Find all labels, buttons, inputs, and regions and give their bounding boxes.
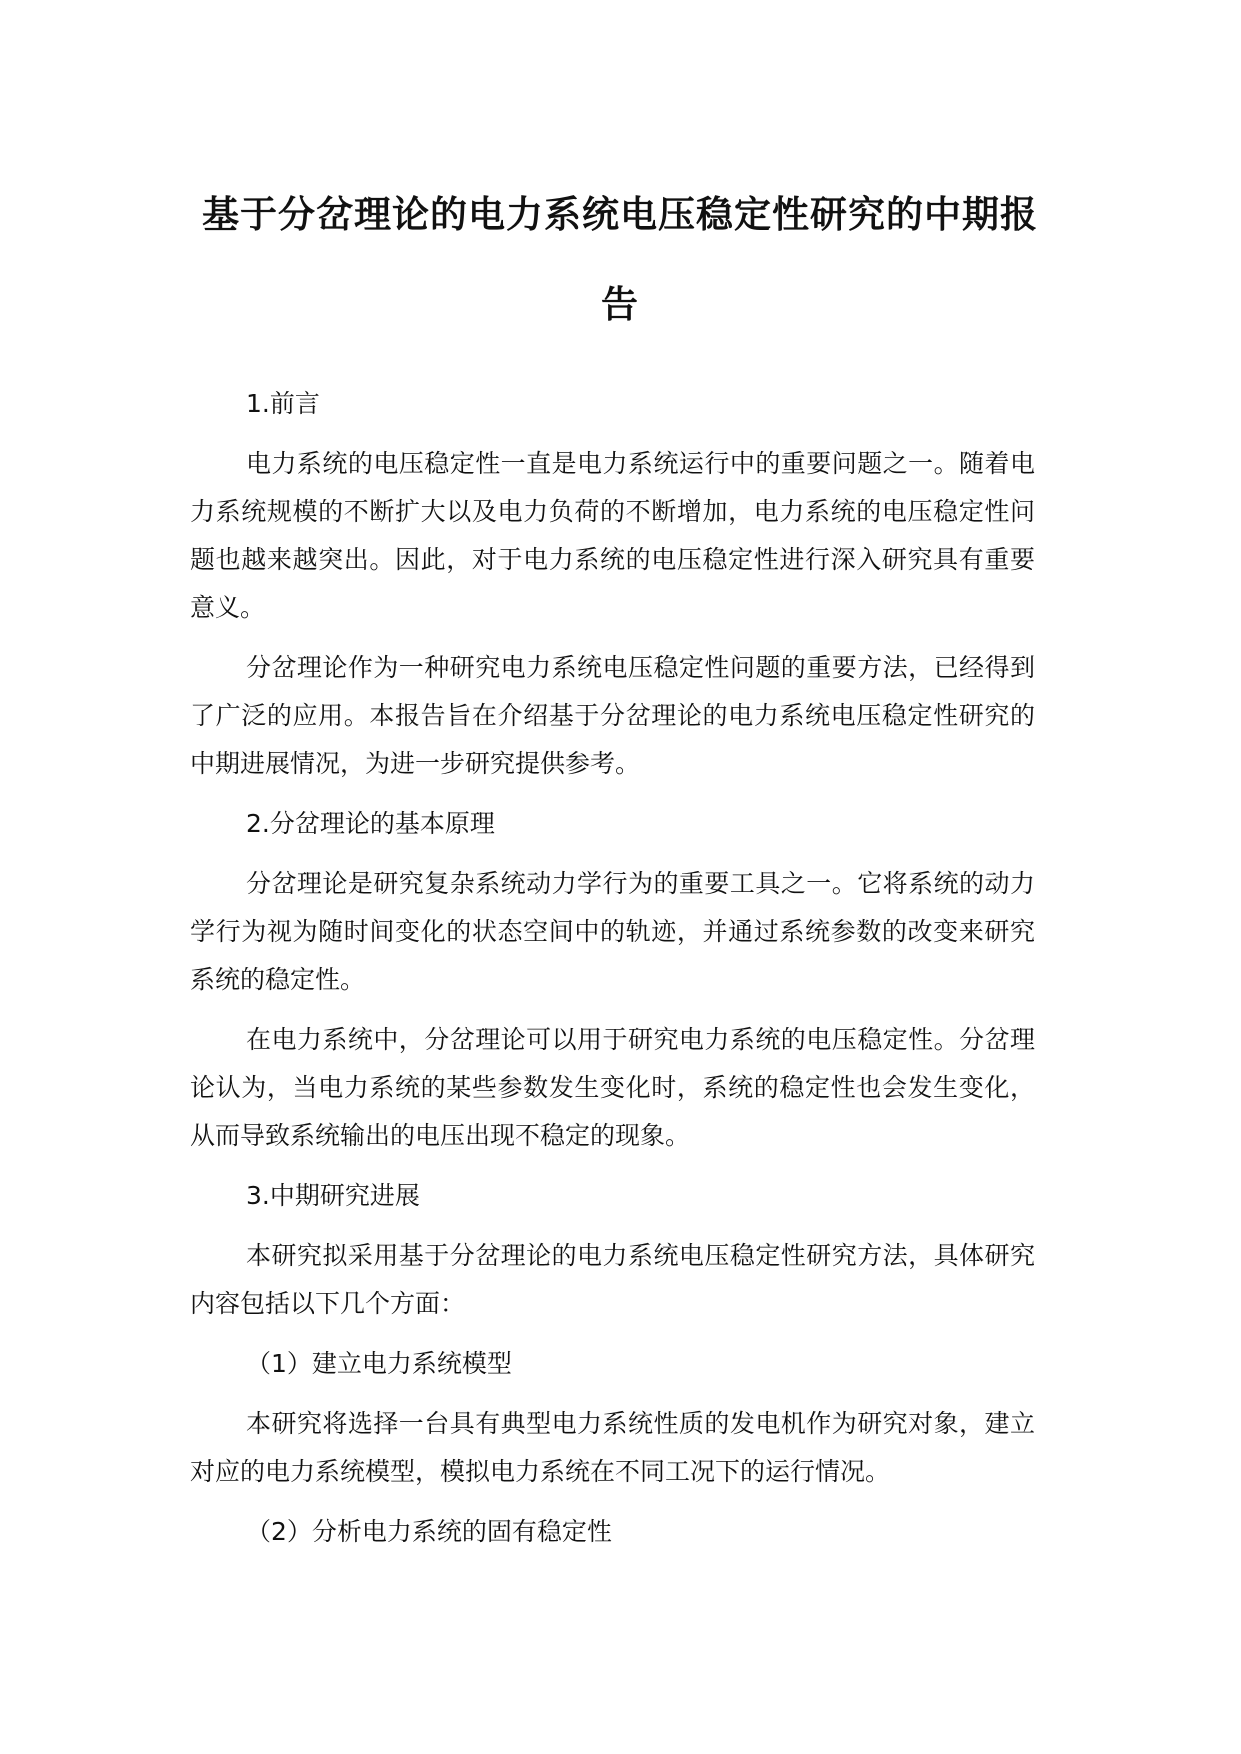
paragraph: 分岔理论作为一种研究电力系统电压稳定性问题的重要方法，已经得到了广泛的应用。本报告旨在介绍基于分岔理论的电力系统电压稳定性研究的中期进展情况，为进一步研究提供参考。 xyxy=(190,653,1035,778)
paragraph: 电力系统的电压稳定性一直是电力系统运行中的重要问题之一。随着电力系统规模的不断扩大以及电力负荷的不断增加，电力系统的电压稳定性问题也越来越突出。因此，对于电力系统的电压稳定性进行深入研究具有重要意义。 xyxy=(190,449,1035,622)
subsection-heading-model: （1）建立电力系统模型 xyxy=(246,1349,512,1378)
document-body xyxy=(190,380,1035,1568)
document-title: 基于分岔理论的电力系统电压稳定性研究的中期报告 xyxy=(202,193,1038,326)
paragraph: 本研究拟采用基于分岔理论的电力系统电压稳定性研究方法，具体研究内容包括以下几个方面： xyxy=(190,1241,1035,1318)
section-heading-principles: 2.分岔理论的基本原理 xyxy=(246,809,495,838)
paragraph: 本研究将选择一台具有典型电力系统性质的发电机作为研究对象，建立对应的电力系统模型，模拟电力系统在不同工况下的运行情况。 xyxy=(190,1409,1035,1486)
subsection-heading-stability: （2）分析电力系统的固有稳定性 xyxy=(246,1517,612,1546)
section-heading-intro: 1.前言 xyxy=(246,389,320,418)
paragraph: 在电力系统中，分岔理论可以用于研究电力系统的电压稳定性。分岔理论认为，当电力系统的某些参数发生变化时，系统的稳定性也会发生变化，从而导致系统输出的电压出现不稳定的现象。 xyxy=(190,1025,1035,1150)
section-heading-progress: 3.中期研究进展 xyxy=(246,1181,420,1210)
paragraph: 分岔理论是研究复杂系统动力学行为的重要工具之一。它将系统的动力学行为视为随时间变化的状态空间中的轨迹，并通过系统参数的改变来研究系统的稳定性。 xyxy=(190,869,1035,994)
